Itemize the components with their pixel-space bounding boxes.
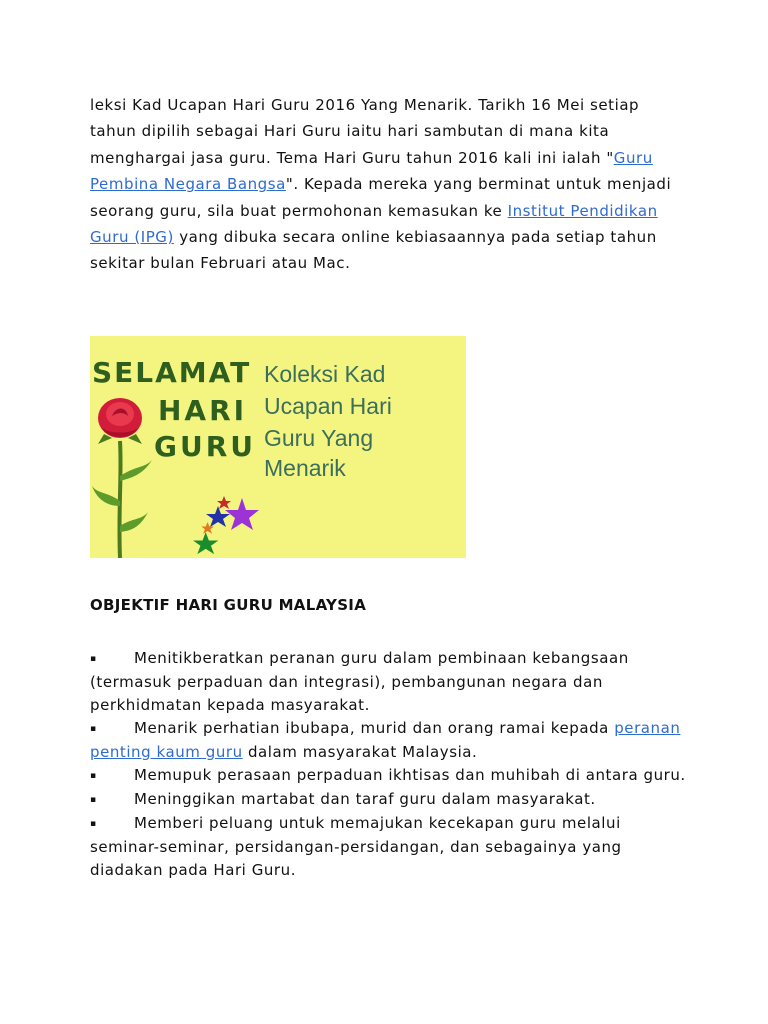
objectives-list <box>90 647 690 882</box>
intro-text-2: ". Kepada mereka yang berminat untuk menjadi seorang guru, sila buat permohonan kemasukan ke <box>90 175 672 220</box>
section-heading: OBJEKTIF HARI GURU MALAYSIA <box>90 596 367 614</box>
list-item <box>90 764 690 788</box>
banner-title-line1: SELAMAT <box>92 356 252 389</box>
theme-link[interactable]: Guru Pembina Negara Bangsa <box>90 148 653 194</box>
peranan-link[interactable]: peranan penting kaum guru <box>90 719 681 761</box>
objective-text-5: Memberi peluang untuk memajukan kecekapan guru melalui seminar-seminar, persidangan-persidangan, dan sebagainya yang diadakan pada Hari Guru. <box>90 814 622 879</box>
objective-text-4: Meninggikan martabat dan taraf guru dalam masyarakat. <box>134 790 596 808</box>
stars-decoration <box>193 496 259 554</box>
bullet-icon: ▪ <box>90 819 97 829</box>
ipg-link[interactable]: Institut Pendidikan Guru (IPG) <box>90 201 658 247</box>
bullet-icon: ▪ <box>90 795 97 805</box>
bullet-icon: ▪ <box>90 724 97 734</box>
list-item <box>90 647 690 717</box>
bullet-icon: ▪ <box>90 771 97 781</box>
intro-paragraph <box>90 92 690 277</box>
rose-icon <box>92 398 152 558</box>
document-page <box>90 92 690 879</box>
objective-text-3: Memupuk perasaan perpaduan ikhtisas dan muhibah di antara guru. <box>134 766 686 784</box>
list-item <box>90 812 690 882</box>
intro-text-1: leksi Kad Ucapan Hari Guru 2016 Yang Menarik. Tarikh 16 Mei setiap tahun dipilih sebagai Hari Guru iaitu hari sambutan di mana kita menghargai jasa guru. Tema Hari Guru tahun 2016 kali ini ialah " <box>90 96 640 167</box>
bullet-icon: ▪ <box>90 654 97 664</box>
banner-caption-line1: Koleksi Kad <box>264 361 386 387</box>
list-item <box>90 717 690 764</box>
banner-title-line3: GURU <box>154 430 257 463</box>
list-item <box>90 788 690 812</box>
banner-graphic <box>90 336 466 558</box>
banner-caption-line3: Guru Yang <box>264 425 374 451</box>
intro-text-3: yang dibuka secara online kebiasaannya pada setiap tahun sekitar bulan Februari atau Mac. <box>90 228 657 273</box>
banner-title-line2: HARI <box>158 394 248 427</box>
banner-caption-line2: Ucapan Hari <box>264 393 392 419</box>
objective-text-2a: Menarik perhatian ibubapa, murid dan orang ramai kepada <box>134 719 615 737</box>
banner-caption-line4: Menarik <box>264 455 346 481</box>
objective-text-1: Menitikberatkan peranan guru dalam pembinaan kebangsaan (termasuk perpaduan dan integrasi), pembangunan negara dan perkhidmatan kepada masyarakat. <box>90 649 629 714</box>
objective-text-2b: dalam masyarakat Malaysia. <box>242 743 478 761</box>
greeting-card-banner <box>90 336 466 558</box>
